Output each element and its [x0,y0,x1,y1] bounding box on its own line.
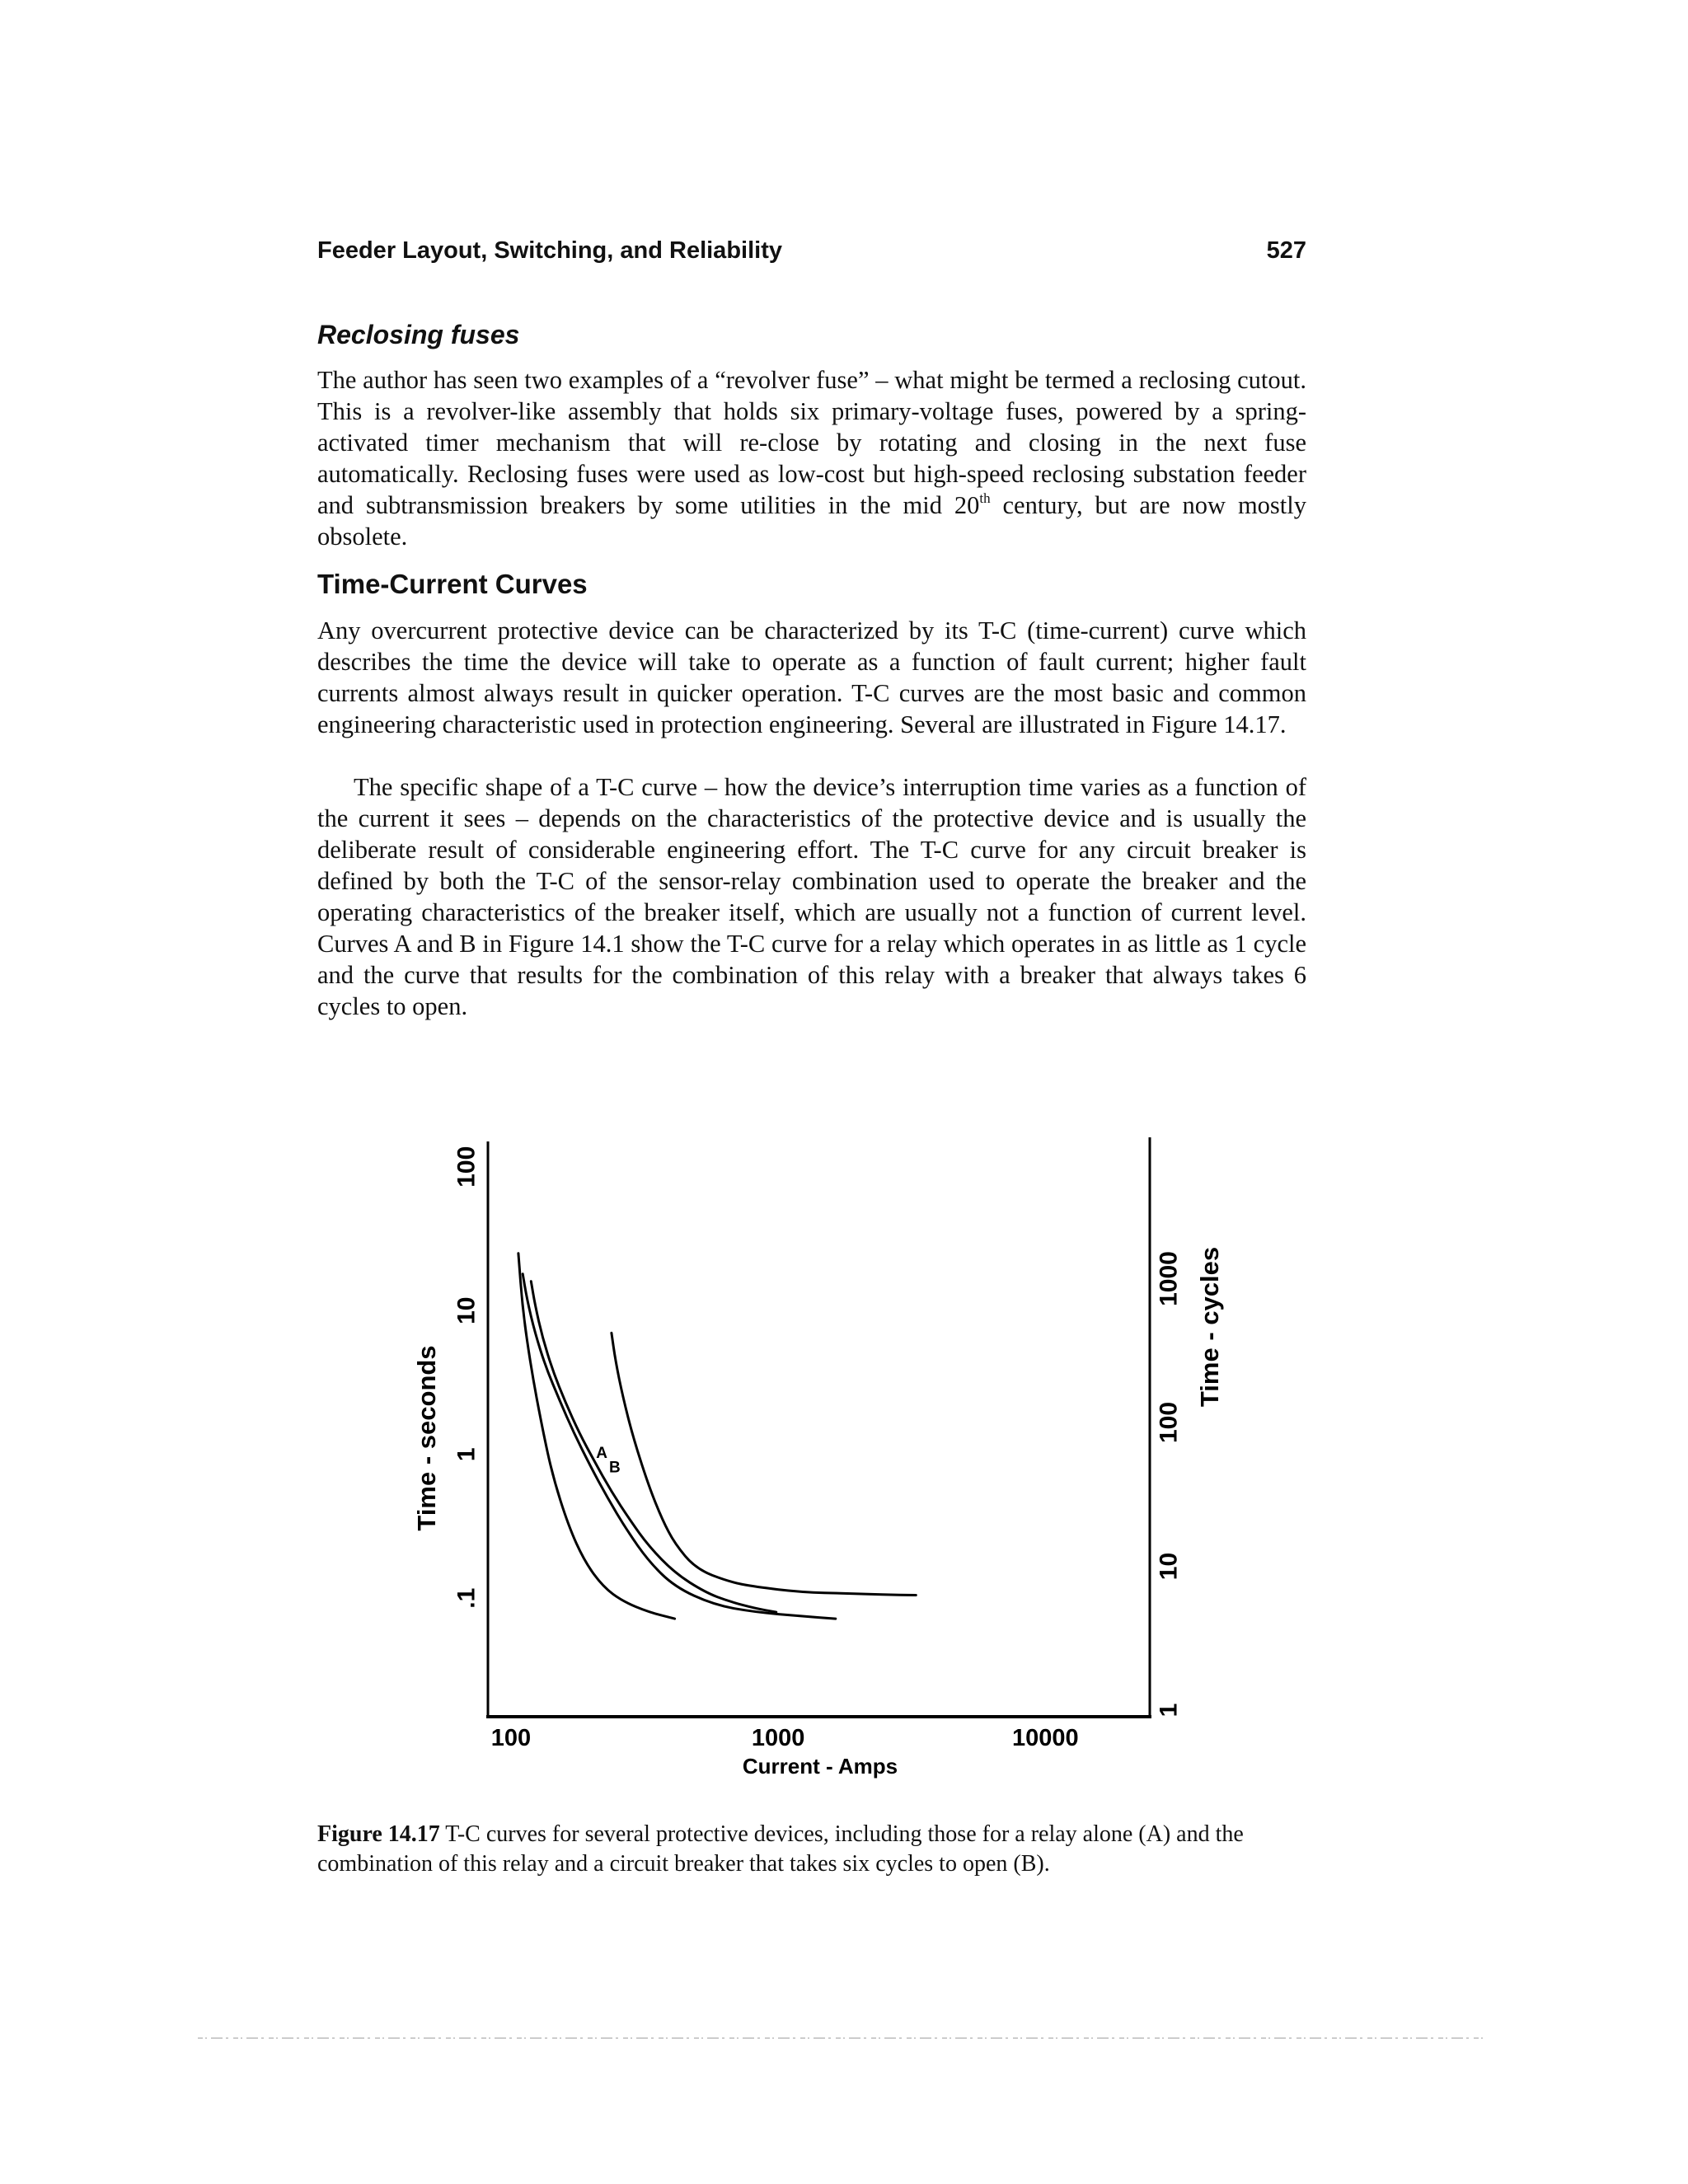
y-right-tick-label: 1000 [1155,1251,1183,1306]
x-axis-title: Current - Amps [742,1754,898,1779]
caption-label: Figure 14.17 [317,1821,440,1847]
y-right-tick-label: 10 [1155,1552,1183,1581]
y-left-tick-label: 100 [452,1146,481,1188]
curve-B [531,1282,776,1613]
curve-label-A: A [596,1445,608,1462]
y-right-axis-title: Time - cycles [1195,1246,1224,1408]
y-left-tick-label: .1 [452,1587,481,1609]
y-left-tick-label: 10 [452,1296,481,1324]
chart-axes [486,1137,1151,1717]
x-tick-label: 1000 [751,1725,805,1751]
curve-A [523,1274,836,1619]
running-head: Feeder Layout, Switching, and Reliability [317,237,782,264]
y-right-tick-label: 100 [1155,1401,1183,1444]
y-left-tick-label: 1 [452,1447,481,1462]
y-left-axis-title: Time - seconds [412,1345,441,1531]
curve-label-B: B [609,1459,621,1477]
paragraph-reclosing-fuses [317,364,1306,552]
paragraph-text: century, but are now mostly obsolete. [317,491,1306,551]
page-number: 527 [1266,237,1306,264]
x-tick-label: 100 [490,1725,532,1751]
caption-text: T-C curves for several protective devices, including those for a relay alone (A) and the combination of this relay and a circuit breaker that takes six cycles to open (B). [317,1821,1244,1877]
paragraph-tc-shape: The specific shape of a T-C curve – how the device’s interruption time varies as a function of the current it sees – depends on the characteristics of the protective device and is usually the deliberate result of considerable engineering effort. The T-C curve for any circuit breaker is defined by both the T-C of the sensor-relay combination used to operate the breaker and the operating characteristics of the breaker itself, which are usually not a function of current level. Curves A and B in Figure 14.1 show the T-C curve for a relay which operates in as little as 1 cycle and the curve that results for the combination of this relay with a breaker that always takes 6 cycles to open. [317,773,1306,1020]
superscript: th [979,490,991,506]
section-heading-time-current-curves: Time-Current Curves [317,569,588,599]
section-heading-reclosing-fuses: Reclosing fuses [317,320,520,349]
scan-artifact-line [198,2036,1484,2041]
y-right-tick-label: 1 [1155,1703,1183,1718]
figure-caption [317,1820,1306,1879]
x-tick-label: 10000 [1012,1725,1079,1751]
paragraph-text: The author has seen two examples of a “revolver fuse” – what might be termed a reclosing cutout. This is a revolver-like assembly that holds six primary-voltage fuses, powered by a spring-activated timer mechanism that will re-close by rotating and closing in the next fuse automatically. Reclosing fuses were used as low-cost but high-speed reclosing substation feeder and subtransmission breakers by some utilities in the mid 20 [317,366,1306,519]
paragraph-tc-intro: Any overcurrent protective device can be characterized by its T-C (time-current) curve which describes the time the device will take to operate as a function of fault current; higher fault currents almost always result in quicker operation. T-C curves are the most basic and common engineering characteristic used in protection engineering. Several are illustrated in Figure 14.17. [317,616,1306,738]
